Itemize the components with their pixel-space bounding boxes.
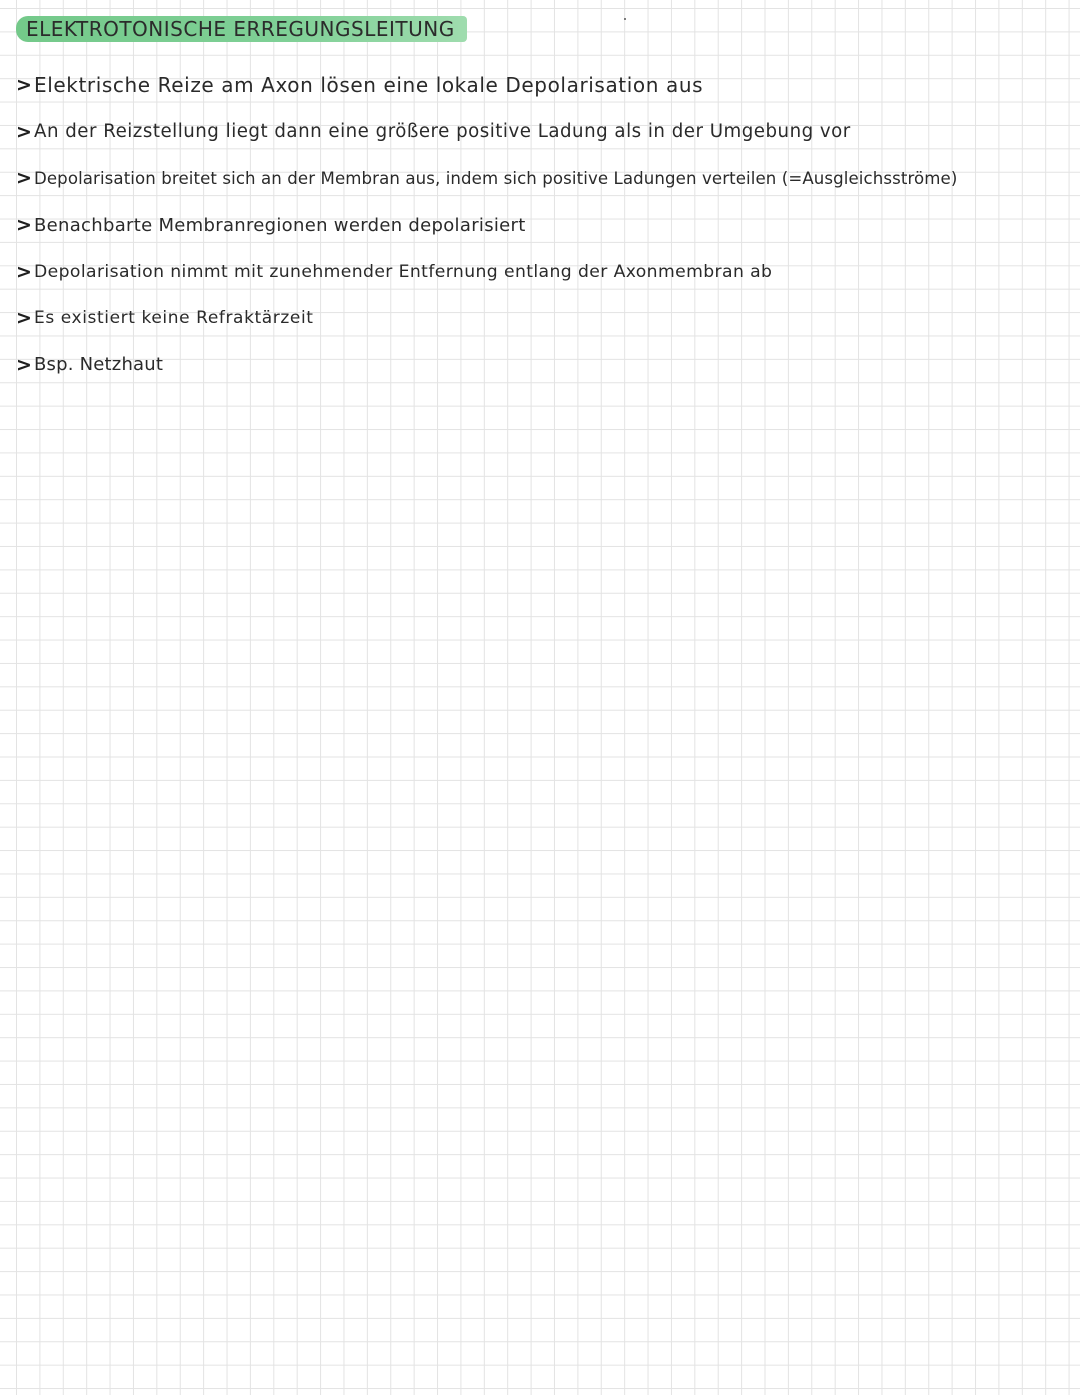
note-title: ELEKTROTONISCHE ERREGUNGSLEITUNG — [16, 16, 467, 42]
bullet-item — [16, 109, 957, 156]
bullet-text: Depolarisation nimmt mit zunehmender Entfernung entlang der Axonmembran ab — [34, 261, 773, 282]
chevron-right-icon: > — [16, 260, 32, 283]
bullet-text: Depolarisation breitet sich an der Membran aus, indem sich positive Ladungen verteilen (=Ausgleichsströme) — [34, 168, 958, 188]
chevron-right-icon: > — [16, 307, 32, 330]
bullet-item — [16, 342, 957, 389]
bullet-item — [16, 155, 957, 202]
chevron-right-icon: > — [16, 353, 32, 376]
bullet-item — [16, 202, 957, 249]
stray-dot — [624, 18, 626, 20]
bullet-text: Es existiert keine Refraktärzeit — [34, 308, 314, 329]
bullet-text: Elektrische Reize am Axon lösen eine lokale Depolarisation aus — [34, 73, 704, 98]
bullet-item — [16, 248, 957, 295]
bullet-text: Benachbarte Membranregionen werden depolarisiert — [34, 214, 526, 236]
chevron-right-icon: > — [16, 167, 32, 190]
chevron-right-icon: > — [16, 120, 32, 143]
bullet-item — [16, 62, 957, 109]
chevron-right-icon: > — [16, 214, 32, 237]
bullet-item — [16, 295, 957, 342]
bullet-text: An der Reizstellung liegt dann eine größere positive Ladung als in der Umgebung vor — [34, 121, 851, 143]
bullet-text: Bsp. Netzhaut — [34, 354, 164, 376]
chevron-right-icon: > — [16, 74, 32, 97]
bullet-list — [16, 62, 957, 388]
